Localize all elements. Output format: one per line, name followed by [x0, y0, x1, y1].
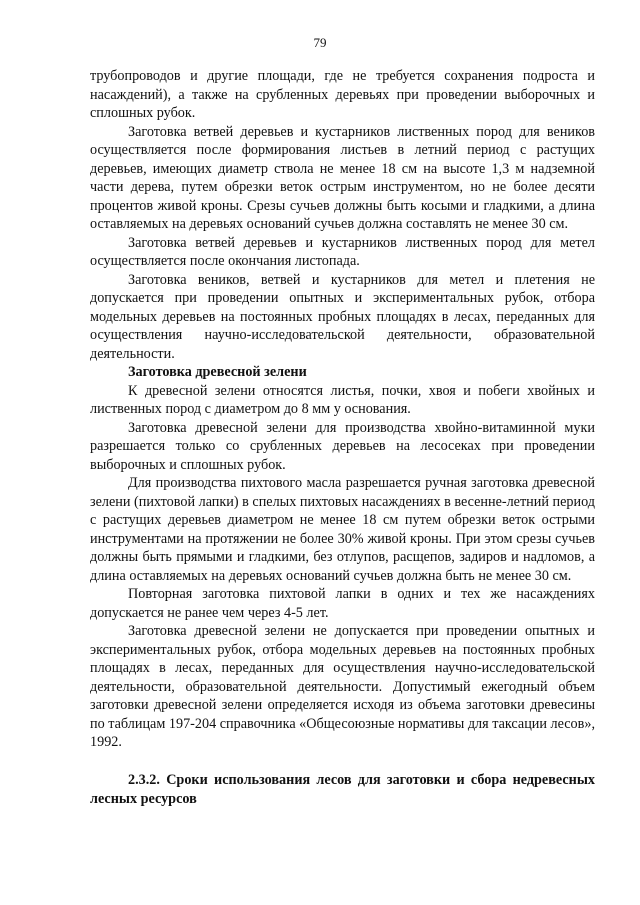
document-body [90, 67, 595, 752]
paragraph: Заготовка ветвей деревьев и кустарников лиственных пород для веников осуществляется после формирования листьев в летний период с растущих деревьев, имеющих диаметр ствола не менее 18 см на высоте 1,3 м надземной части дерева, путем обрезки веток острым инструментом, но не более десяти процентов живой кроны. Срезы сучьев должны быть косыми и гладкими, а длина оставляемых на деревьях оснований сучьев должна составлять не менее 30 см. [90, 123, 595, 232]
subheading: Заготовка древесной зелени [128, 364, 307, 380]
page-number: 79 [313, 35, 327, 50]
paragraph: Заготовка древесной зелени не допускается при проведении опытных и экспериментальных рубок, отбора модельных деревьев на постоянных пробных площадях в лесах, переданных для осуществления научно-исследовательской деятельности, образовательной деятельности. Допустимый ежегодный объем заготовки древесной зелени определяется исходя из объема заготовки древесины по таблицам 197-204 справочника «Общесоюзные нормативы для таксации лесов», 1992. [90, 623, 595, 750]
section-title-text: Сроки использования лесов для заготовки и сбора недревесных лесных ресурсов [90, 772, 596, 807]
paragraph: Заготовка древесной зелени для производства хвойно-витаминной муки разрешается только со срубленных деревьев на лесосеках при проведении выборочных и сплошных рубок. [90, 419, 595, 473]
paragraph: Заготовка веников, ветвей и кустарников для метел и плетения не допускается при проведении опытных и экспериментальных рубок, отбора модельных деревьев на постоянных пробных площадях в лесах, переданных для осуществления научно-исследовательской деятельности, образовательной деятельности. [90, 271, 595, 362]
section-number: 2.3.2. [128, 772, 160, 788]
paragraph: трубопроводов и другие площади, где не требуется сохранения подроста и насаждений), а также на срубленных деревьях при проведении выборочных и сплошных рубок. [90, 68, 595, 121]
section-heading [90, 771, 595, 809]
paragraph: Для производства пихтового масла разрешается ручная заготовка древесной зелени (пихтовой лапки) в спелых пихтовых насаждениях в весенне-летний период с растущих деревьев диаметром не менее 18 см путем обрезки веток острыми инструментами на протяжении не более 30% живой кроны. При этом срезы сучьев должны быть прямыми и гладкими, без отлупов, расщепов, задиров и надломов, а длина оставляемых на деревьях оснований сучьев должна быть не менее 30 см. [90, 475, 595, 584]
paragraph: Заготовка ветвей деревьев и кустарников лиственных пород для метел осуществляется после окончания листопада. [90, 234, 595, 269]
paragraph: Повторная заготовка пихтовой лапки в одних и тех же насаждениях допускается не ранее чем через 4-5 лет. [90, 586, 595, 621]
paragraph: К древесной зелени относятся листья, почки, хвоя и побеги хвойных и лиственных пород с диаметром до 8 мм у основания. [90, 382, 595, 417]
